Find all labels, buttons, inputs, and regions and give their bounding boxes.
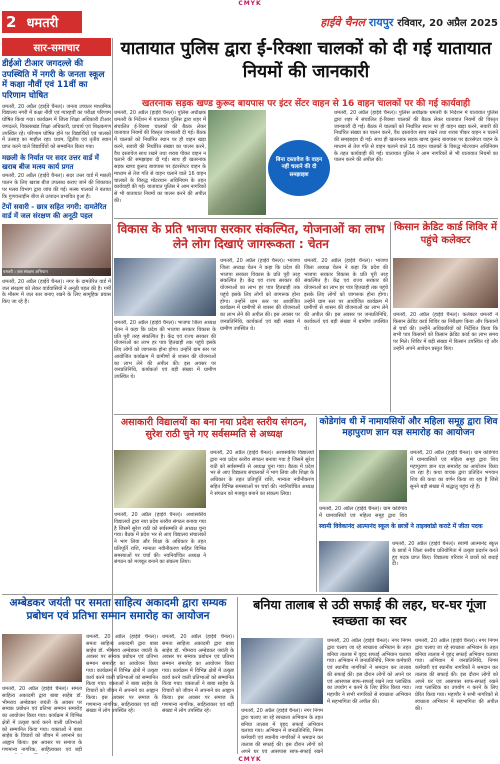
section-rule-1 [114,218,498,219]
vikas-body-col2: धमतरी, 20 अप्रैल (हाईवे चैनल)। भाजपा जिला अध्यक्ष चेतन ने कहा कि प्रदेश की भाजपा सरकार विकास के प्रति पूरी तरह संकल्पित है। केंद्र एवं राज्य सरकार की योजनाओं का लाभ हर पात्र हितग्राही तक पहुंचे इसके लिए लोगों को जागरूक होना होगा। उन्होंने ग्राम स्तर पर आयोजित कार्यक्रम में ग्रामीणों से शासन की योजनाओं का लाभ लेने की अपील की। इस अवसर पर जनप्रतिनिधि, कार्यकर्ता एवं बड़ी संख्या में ग्रामीण उपस्थित थे। [220,258,300,332]
vikas-headline: विकास के प्रति भाजपा सरकार संकल्पित, योजनाओं का लाभ लेने लोग दिखाएं जागरूकता : चेतन [117,222,385,251]
ambedkar-photo [2,634,82,682]
asakari-body-col2: धमतरी, 20 अप्रैल (हाईवे चैनल)। अशासकीय विद्यालयों द्वारा नया प्रदेश स्तरीय संगठन बनाया गया है जिसमें सुरेश राठी को सर्वसम्मति से अध्यक्ष चुना गया। बैठक में प्रदेश भर से आए विद्यालय संचालकों ने भाग लिया और शिक्षा के अधिकार के तहत प्रतिपूर्ति राशि, मान्यता नवीनीकरण सहित विभिन्न समस्याओं पर चर्चा की। नवनिर्वाचित अध्यक्ष ने संगठन को मजबूत बनाने का संकल्प लिया। [210,450,314,497]
kodegaon-body-cont: धमतरी, 20 अप्रैल (हाईवे चैनल)। ग्राम कोडेगांव में ग्रामवासियों एवं महिला समूह द्वारा शिव [319,506,407,519]
kodegaon-photo [319,450,407,502]
lead-callout: बिना दस्तावेज के वाहन नहीं चलाने की दी समझाइश [268,140,330,196]
column-rule-3 [316,417,317,592]
lead-body-col1: धमतरी, 20 अप्रैल (हाईवे चैनल)। पुलिस अधीक्षक धमतरी के निर्देशन में यातायात पुलिस द्वारा शहर में संचालित ई-रिक्शा चालकों की बैठक लेकर यातायात नियमों की विस्तृत जानकारी दी गई। बैठक में चालकों को निर्धारित स्थान पर ही वाहन खड़ा करने, सवारी की निर्धारित संख्या का पालन करने, वैध दस्तावेज साथ रखने तथा शराब पीकर वाहन न चलाने की समझाइश दी गई। साथ ही खतरनाक सड़क खण्ड कुरूद बायपास पर इंटरसेप्टर वाहन के माध्यम से तेज गति से वाहन चलाने वाले 16 वाहन चालकों के विरुद्ध मोटरयान अधिनियम के तहत कार्यवाही की गई। यातायात पुलिस ने आम नागरिकों से भी यातायात नियमों का पालन करने की अपील की। [114,110,206,204]
edition-city: रायपुर [368,15,394,29]
ambedkar-body-col1: धमतरी, 20 अप्रैल (हाईवे चैनल)। समता साहित्य अकादमी द्वारा बाबा साहेब डॉ. भीमराव अम्बेडकर जयंती के अवसर पर सम्यक प्रबोधन एवं प्रतिभा सम्मान समारोह का आयोजन किया गया। कार्यक्रम में विभिन्न क्षेत्रों में उत्कृष्ट कार्य करने वाली प्रतिभाओं को सम्मानित किया गया। वक्ताओं ने बाबा साहेब के विचारों को जीवन में अपनाने का आह्वान किया। इस अवसर पर समाज के गणमान्य नागरिक, साहित्यकार एवं बड़ी [2,686,82,753]
karate-photo [319,541,389,592]
newspaper-brand: हाईवे चैनल [320,15,365,29]
baniya-photo [241,638,323,704]
left-story1-body: धमतरी, 20 अप्रैल (हाईवे चैनल)। जनता उच्चतर माध्यमिक विद्यालय नगरी में कक्षा नौवीं एवं ग्यारहवीं का परीक्षा परिणाम घोषित किया गया। कार्यक्रम में जिला शिक्षा अधिकारी टीआर जगदल्ले, विकासखंड शिक्षा अधिकारी, प्राचार्य एवं शिक्षकगण उपस्थित रहे। परिणाम घोषित होने पर विद्यार्थियों एवं पालकों में उत्साह का माहौल रहा। प्रथम, द्वितीय एवं तृतीय स्थान प्राप्त करने वाले विद्यार्थियों को सम्मानित किया गया। [2,103,111,150]
kodegaon-sub-body: धमतरी, 20 अप्रैल (हाईवे चैनल)। स्वामी आत्मानंद स्कूल के छात्रों ने जिला स्तरीय प्रतियोगिता में उत्कृष्ट प्रदर्शन करते हुए पदक प्राप्त किए। विद्यालय परिवार ने छात्रों को बधाई दी। [392,541,498,568]
asakari-body-col1: धमतरी, 20 अप्रैल (हाईवे चैनल)। अशासकीय विद्यालयों द्वारा नया प्रदेश स्तरीय संगठन बनाया गया है जिसमें सुरेश राठी को सर्वसम्मति से अध्यक्ष चुना गया। बैठक में प्रदेश भर से आए विद्यालय संचालकों ने भाग लिया और शिक्षा के अधिकार के तहत प्रतिपूर्ति राशि, मान्यता नवीनीकरण सहित विभिन्न समस्याओं पर चर्चा की। नवनिर्वाचित अध्यक्ष ने संगठन को मजबूत बनाने का संकल्प लिया। [114,512,206,566]
kisan-photo [393,258,498,308]
lead-headline: यातायात पुलिस द्वारा ई-रिक्शा चालकों को दी गई यातायात नियमों की जानकारी [120,39,492,82]
baniya-body-col3: धमतरी, 20 अप्रैल (हाईवे चैनल)। नगर निगम द्वारा चलाए जा रहे स्वच्छता अभियान के तहत बनिया तालाब में वृहद सफाई अभियान चलाया गया। अभियान में जनप्रतिनिधि, निगम कर्मचारी एवं स्थानीय नागरिकों ने श्रमदान कर तालाब की सफाई की। इस दौरान लोगों को अपने घर एवं आसपास साफ-सफाई रखने तथा प्लास्टिक का उपयोग न करने के लिए प्रेरित किया गया। महापौर ने सभी नागरिकों से स्वच्छता अभियान में सहभागिता की अपील की। [415,638,498,712]
column-rule-2 [390,222,391,412]
lead-photo-1 [208,110,266,215]
left-photo-caption: धमतरी । जल संरक्षण अभियान [2,268,111,276]
page-badge [2,11,82,33]
vikas-body-col1: धमतरी, 20 अप्रैल (हाईवे चैनल)। भाजपा जिला अध्यक्ष चेतन ने कहा कि प्रदेश की भाजपा सरकार विकास के प्रति पूरी तरह संकल्पित है। केंद्र एवं राज्य सरकार की योजनाओं का लाभ हर पात्र हितग्राही तक पहुंचे इसके लिए लोगों को जागरूक होना होगा। उन्होंने ग्राम स्तर पर आयोजित कार्यक्रम में ग्रामीणों से शासन की योजनाओं का लाभ लेने की अपील की। इस अवसर पर जनप्रतिनिधि, कार्यकर्ता एवं बड़ी संख्या में ग्रामीण उपस्थित थे। [114,320,216,380]
ambedkar-body-col3: धमतरी, 20 अप्रैल (हाईवे चैनल)। समता साहित्य अकादमी द्वारा बाबा साहेब डॉ. भीमराव अम्बेडकर जयंती के अवसर पर सम्यक प्रबोधन एवं प्रतिभा सम्मान समारोह का आयोजन किया गया। कार्यक्रम में विभिन्न क्षेत्रों में उत्कृष्ट कार्य करने वाली प्रतिभाओं को सम्मानित किया गया। वक्ताओं ने बाबा साहेब के विचारों को जीवन में अपनाने का आह्वान किया। इस अवसर पर समाज के गणमान्य नागरिक, साहित्यकार एवं बड़ी संख्या में लोग उपस्थित रहे। [162,634,234,715]
kisan-headline: किसान क्रेडिट कार्ड शिविर में पहुंचे कलेक्टर [394,222,497,246]
left-story1-headline: डीईओ टीआर जगदल्ले की उपस्थिति में नगरी के जनता स्कूल में कक्षा नौवीं एवं 11वीं का परिणाम घोषित [2,59,105,101]
left-story2-body: धमतरी, 20 अप्रैल (हाईवे चैनल)। सदर उत्तर वार्ड में मछली पालन के लिए खराब बीज उपलब्ध कराए जाने की शिकायत पर मत्स्य विभाग द्वारा जांच की गई। मत्स्य पालकों ने बताया कि गुणवत्ताहीन बीज से उत्पादन प्रभावित हुआ है। [2,173,111,200]
lead-headline-block [114,38,498,94]
section-name: धमतरी [26,16,59,31]
asakari-headline: असाकारी विद्यालयों का बना नया प्रदेश स्तरीय संगठन, सुरेश राठी चुने गए सर्वसम्मति से अध्यक्ष [120,417,308,440]
lead-subhead: खतरनाक सड़क खण्ड कुरूद बायपास पर इंटर सेंटर वाहन से 16 वाहन चालकों पर की गई कार्यवाही [141,99,471,109]
ambedkar-headline: अम्बेडकर जयंती पर समता साहित्य अकादमी द्वारा सम्यक प्रबोधन एवं प्रतिभा सम्मान समारोह का आयोजन [9,597,227,623]
kisan-body: धमतरी, 20 अप्रैल (हाईवे चैनल)। कलेक्टर धमतरी ने किसान क्रेडिट कार्ड शिविर का निरीक्षण किया और किसानों से चर्चा की। उन्होंने अधिकारियों को निर्देशित किया कि सभी पात्र किसानों को किसान क्रेडिट कार्ड का लाभ समय पर मिले। शिविर में बड़ी संख्या में किसान उपस्थित रहे और उन्होंने अपने आवेदन प्रस्तुत किए। [393,312,498,352]
masthead [2,8,498,36]
page-number: 2 [6,13,17,31]
left-story3-body: धमतरी, 20 अप्रैल (हाईवे चैनल)। नगर के दामतेरित वार्ड में जल संरक्षण को लेकर वार्डवासियों ने अनूठी पहल की है। गर्मी के मौसम में जल स्तर बनाए रखने के लिए सामूहिक प्रयास किए जा रहे हैं। [2,278,111,305]
cmyk-mark-top: CMYK [238,0,262,7]
column-rule-4 [237,597,238,754]
baniya-body-col1: धमतरी, 20 अप्रैल (हाईवे चैनल)। नगर निगम द्वारा चलाए जा रहे स्वच्छता अभियान के तहत बनिया तालाब में वृहद सफाई अभियान चलाया गया। अभियान में जनप्रतिनिधि, निगम कर्मचारी एवं स्थानीय नागरिकों ने श्रमदान कर तालाब की सफाई की। इस दौरान लोगों को अपने घर एवं आसपास साफ-सफाई रखने [241,708,323,754]
asakari-photo [114,450,206,508]
kodegaon-body: धमतरी, 20 अप्रैल (हाईवे चैनल)। ग्राम कोडेगांव में ग्रामवासियों एवं महिला समूह द्वारा शिव महापुराण ज्ञान यज्ञ समारोह का आयोजन किया जा रहा है। कथा वाचक द्वारा प्रतिदिन भगवान शिव की कथा का वर्णन किया जा रहा है जिसे सुनने बड़ी संख्या में श्रद्धालु पहुंच रहे हैं। [410,450,498,490]
vikas-body-col3: धमतरी, 20 अप्रैल (हाईवे चैनल)। भाजपा जिला अध्यक्ष चेतन ने कहा कि प्रदेश की भाजपा सरकार विकास के प्रति पूरी तरह संकल्पित है। केंद्र एवं राज्य सरकार की योजनाओं का लाभ हर पात्र हितग्राही तक पहुंचे इसके लिए लोगों को जागरूक होना होगा। उन्होंने ग्राम स्तर पर आयोजित कार्यक्रम में ग्रामीणों से शासन की योजनाओं का लाभ लेने की अपील की। इस अवसर पर जनप्रतिनिधि, कार्यकर्ता एवं बड़ी संख्या में ग्रामीण उपस्थित थे। [304,258,388,332]
left-photo [2,224,111,276]
left-story2-headline: मछली के निर्यात पर सदर उत्तर वार्ड में खराब बीज मत्स्य कार्य प्रगत [2,153,99,171]
left-section-title: सार-समाचार [2,38,111,56]
issue-date: रविवार, 20 अप्रैल 2025 [397,18,498,29]
baniya-body-col2: धमतरी, 20 अप्रैल (हाईवे चैनल)। नगर निगम द्वारा चलाए जा रहे स्वच्छता अभियान के तहत बनिया तालाब में वृहद सफाई अभियान चलाया गया। अभियान में जनप्रतिनिधि, निगम कर्मचारी एवं स्थानीय नागरिकों ने श्रमदान कर तालाब की सफाई की। इस दौरान लोगों को अपने घर एवं आसपास साफ-सफाई रखने तथा प्लास्टिक का उपयोग न करने के लिए प्रेरित किया गया। महापौर ने सभी नागरिकों से स्वच्छता अभियान में सहभागिता की अपील की। [327,638,411,705]
vikas-photo [114,258,216,316]
section-rule-2 [114,414,498,415]
left-story3-headline: टेंपों सवारी - छात्र सहित नगरी: दामतेरित वार्ड में जल संरक्षण की अनूठी पहल [2,203,107,220]
kodegaon-sub-headline: स्वामी विवेकानंद आत्मानंद स्कूल के छात्रों ने ताइक्वांडो कराटे में जीता पदक [319,523,483,530]
cmyk-mark-bottom: CMYK [238,756,262,763]
baniya-headline: बनिया तालाब से उठी सफाई की लहर, घर-घर गूंजा स्वच्छता का स्वर [253,597,486,628]
ambedkar-body-col2: धमतरी, 20 अप्रैल (हाईवे चैनल)। समता साहित्य अकादमी द्वारा बाबा साहेब डॉ. भीमराव अम्बेडकर जयंती के अवसर पर सम्यक प्रबोधन एवं प्रतिभा सम्मान समारोह का आयोजन किया गया। कार्यक्रम में विभिन्न क्षेत्रों में उत्कृष्ट कार्य करने वाली प्रतिभाओं को सम्मानित किया गया। वक्ताओं ने बाबा साहेब के विचारों को जीवन में अपनाने का आह्वान किया। इस अवसर पर समाज के गणमान्य नागरिक, साहित्यकार एवं बड़ी संख्या में लोग उपस्थित रहे। [86,634,158,715]
kodegaon-headline: कोडेगांव धी में नामायसियों और महिला समूह द्वारा शिव महापुराण ज्ञान यज्ञ समारोह का आयोजन [319,417,498,439]
masthead-info [320,15,498,30]
section-rule-3 [2,594,498,595]
lead-body-col2: धमतरी, 20 अप्रैल (हाईवे चैनल)। पुलिस अधीक्षक धमतरी के निर्देशन में यातायात पुलिस द्वारा शहर में संचालित ई-रिक्शा चालकों की बैठक लेकर यातायात नियमों की विस्तृत जानकारी दी गई। बैठक में चालकों को निर्धारित स्थान पर ही वाहन खड़ा करने, सवारी की निर्धारित संख्या का पालन करने, वैध दस्तावेज साथ रखने तथा शराब पीकर वाहन न चलाने की समझाइश दी गई। साथ ही खतरनाक सड़क खण्ड कुरूद बायपास पर इंटरसेप्टर वाहन के माध्यम से तेज गति से वाहन चलाने वाले 16 वाहन चालकों के विरुद्ध मोटरयान अधिनियम के तहत कार्यवाही की गई। यातायात पुलिस ने आम नागरिकों से भी यातायात नियमों का पालन करने की अपील की। [334,110,498,164]
